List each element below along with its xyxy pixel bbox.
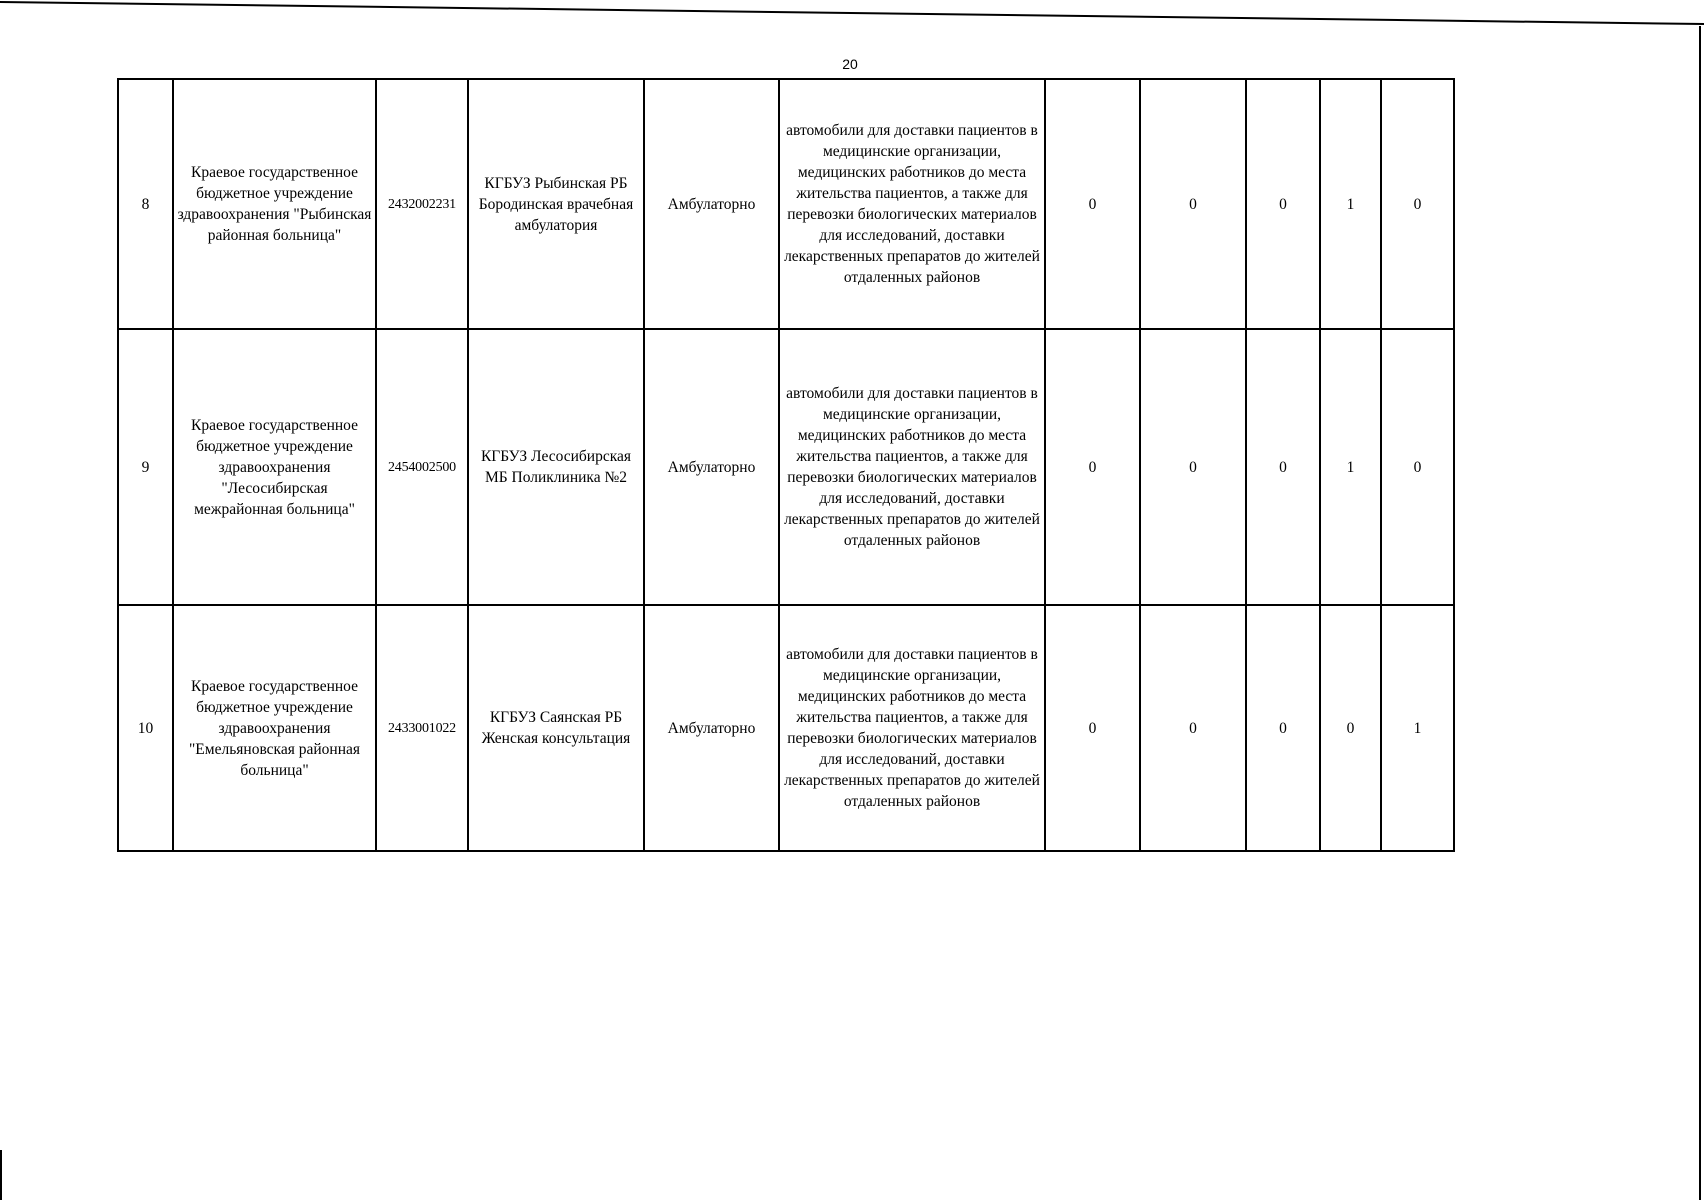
inn-code: 2454002500 (376, 329, 468, 605)
count-cell: 0 (1140, 79, 1246, 329)
table-row (118, 79, 1454, 329)
document-table (117, 78, 1455, 852)
organization-name: Краевое государственное бюджетное учреждение здравоохранения "Лесосибирская межрайонная больница" (173, 329, 376, 605)
count-cell: 0 (1246, 79, 1320, 329)
scan-edge-right (1699, 26, 1701, 1200)
care-type: Амбулаторно (644, 605, 779, 851)
scan-edge-top (0, 0, 1704, 30)
count-cell: 0 (1045, 79, 1140, 329)
row-number: 8 (118, 79, 173, 329)
row-number: 10 (118, 605, 173, 851)
vehicle-purpose: автомобили для доставки пациентов в медицинские организации, медицинских работников до места жительства пациентов, а также для перевозки биологических материалов для исследований, доставки лекарственных препаратов до жителей отдаленных районов (779, 79, 1045, 329)
count-cell: 0 (1246, 329, 1320, 605)
count-cell: 0 (1140, 605, 1246, 851)
row-number: 9 (118, 329, 173, 605)
care-type: Амбулаторно (644, 79, 779, 329)
organization-name: Краевое государственное бюджетное учреждение здравоохранения "Рыбинская районная больница" (173, 79, 376, 329)
count-cell: 0 (1045, 605, 1140, 851)
count-cell: 1 (1381, 605, 1454, 851)
count-cell: 0 (1320, 605, 1381, 851)
count-cell: 0 (1381, 79, 1454, 329)
inn-code: 2433001022 (376, 605, 468, 851)
count-cell: 1 (1320, 329, 1381, 605)
scan-edge-left (0, 1150, 2, 1200)
inn-code: 2432002231 (376, 79, 468, 329)
table-row (118, 329, 1454, 605)
page-number: 20 (842, 56, 858, 72)
count-cell: 0 (1045, 329, 1140, 605)
count-cell: 1 (1320, 79, 1381, 329)
count-cell: 0 (1246, 605, 1320, 851)
vehicle-purpose: автомобили для доставки пациентов в медицинские организации, медицинских работников до места жительства пациентов, а также для перевозки биологических материалов для исследований, доставки лекарственных препаратов до жителей отдаленных районов (779, 605, 1045, 851)
subdivision-name: КГБУЗ Лесосибирская МБ Поликлиника №2 (468, 329, 644, 605)
table-row (118, 605, 1454, 851)
subdivision-name: КГБУЗ Саянская РБ Женская консультация (468, 605, 644, 851)
subdivision-name: КГБУЗ Рыбинская РБ Бородинская врачебная амбулатория (468, 79, 644, 329)
count-cell: 0 (1381, 329, 1454, 605)
care-type: Амбулаторно (644, 329, 779, 605)
vehicle-purpose: автомобили для доставки пациентов в медицинские организации, медицинских работников до места жительства пациентов, а также для перевозки биологических материалов для исследований, доставки лекарственных препаратов до жителей отдаленных районов (779, 329, 1045, 605)
organization-name: Краевое государственное бюджетное учреждение здравоохранения "Емельяновская районная больница" (173, 605, 376, 851)
count-cell: 0 (1140, 329, 1246, 605)
